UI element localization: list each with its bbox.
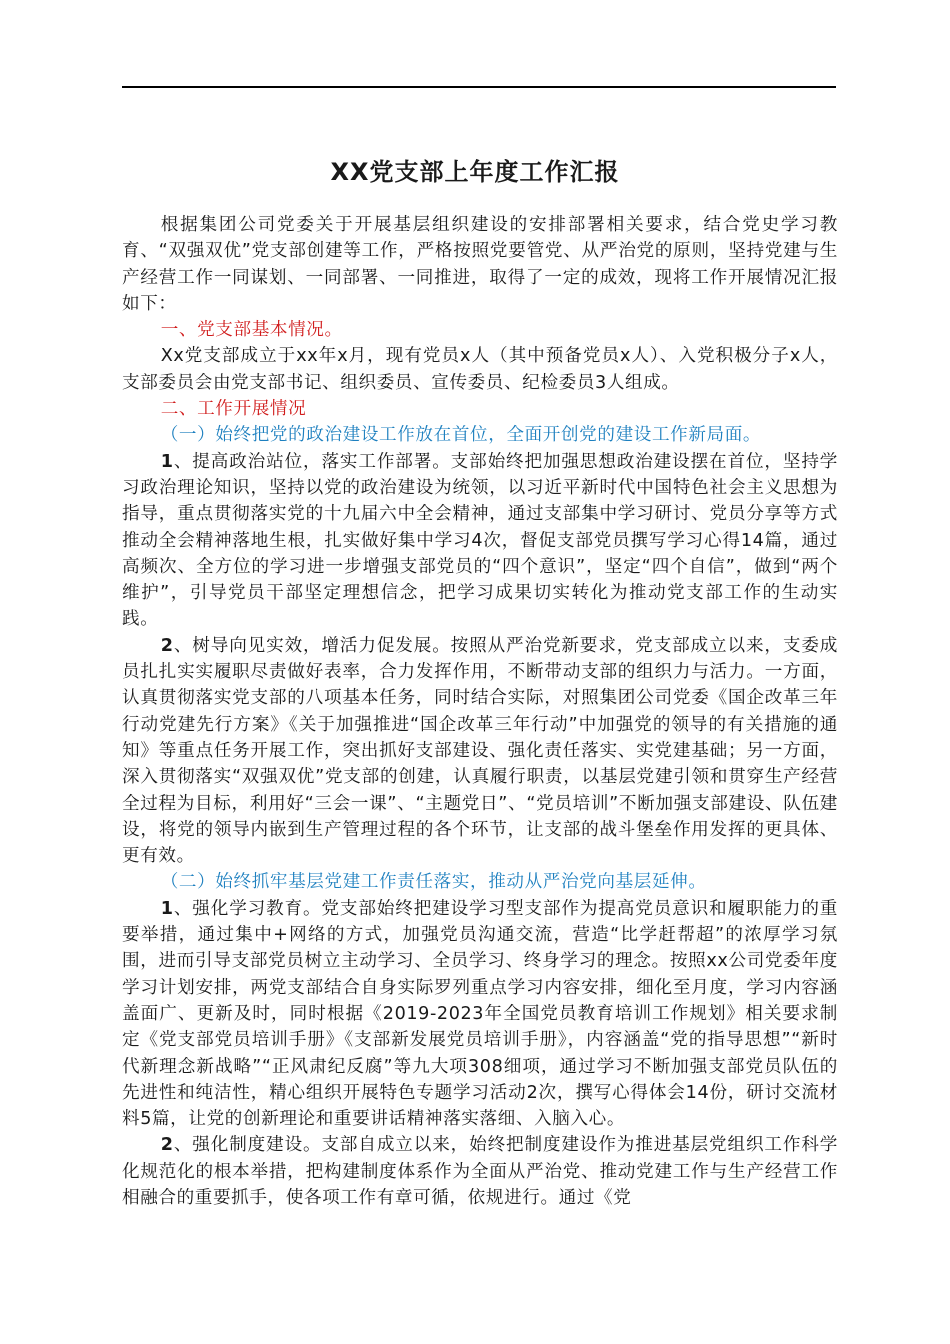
- paragraph-text: 、强化学习教育。党支部始终把建设学习型支部作为提高党员意识和履职能力的重要举措，通过集中+网络的方式，加强党员沟通交流，营造“比学赶帮超”的浓厚学习氛围，进而引导支部党员树立主动学习、全员学习、终身学习的理念。按照xx公司党委年度学习计划安排，两党支部结合自身实际罗列重点学习内容安排，细化至月度，学习内容涵盖面广、更新及时，同时根据《2019-2023年全国党员教育培训工作规划》相关要求制定《党支部党员培训手册》《支部新发展党员培训手册》，内容涵盖“党的指导思想”“新时代新理念新战略”“正风肃纪反腐”等九大项308细项，通过学习不断加强支部党员队伍的先进性和纯洁性，精心组织开展特色专题学习活动2次，撰写心得体会14份，研讨交流材料5篇，让党的创新理论和重要讲话精神落实落细、入脑入心。: [122, 898, 838, 1130]
- document-title: XX党支部上年度工作汇报: [330, 158, 620, 186]
- subsection-heading-political: （一）始终把党的政治建设工作放在首位，全面开创党的建设工作新局面。: [160, 425, 762, 446]
- basic-info-paragraph: Xx党支部成立于xx年x月，现有党员x人（其中预备党员x人）、入党积极分子x人，支部委员会由党支部书记、组织委员、宣传委员、纪检委员3人组成。: [122, 346, 838, 393]
- paragraph-number: 2: [160, 635, 174, 656]
- document-body: [122, 212, 838, 1211]
- section-heading-work: 二、工作开展情况: [160, 399, 307, 420]
- numbered-paragraph: [122, 633, 838, 870]
- paragraph-number: 2: [160, 1135, 174, 1156]
- paragraph-text: 、强化制度建设。支部自成立以来，始终把制度建设作为推进基层党组织工作科学化规范化的根本举措，把构建制度体系作为全面从严治党、推动党建工作与生产经营工作相融合的重要抓手，使各项工作有章可循，依规进行。通过《党: [122, 1135, 838, 1208]
- section-heading-basic-info: 一、党支部基本情况。: [160, 320, 343, 341]
- intro-paragraph: 根据集团公司党委关于开展基层组织建设的安排部署相关要求，结合党史学习教育、“双强双优”党支部创建等工作，严格按照党要管党、从严治党的原则，坚持党建与生产经营工作一同谋划、一同部署、一同推进，取得了一定的成效，现将工作开展情况汇报如下：: [122, 215, 838, 314]
- paragraph-number: 1: [160, 898, 174, 919]
- subsection-heading-responsibility: （二）始终抓牢基层党建工作责任落实，推动从严治党向基层延伸。: [160, 872, 707, 893]
- header-rule: [122, 86, 836, 88]
- paragraph-text: 、树导向见实效，增活力促发展。按照从严治党新要求，党支部成立以来，支委成员扎扎实实履职尽责做好表率，合力发挥作用，不断带动支部的组织力与活力。一方面，认真贯彻落实党支部的八项基本任务，同时结合实际，对照集团公司党委《国企改革三年行动党建先行方案》《关于加强推进“国企改革三年行动”中加强党的领导的有关措施的通知》等重点任务开展工作，突出抓好支部建设、强化责任落实、实党建基础；另一方面，深入贯彻落实“双强双优”党支部的创建，认真履行职责，以基层党建引领和贯穿生产经营全过程为目标，利用好“三会一课”、“主题党日”、“党员培训”不断加强支部建设、队伍建设，将党的领导内嵌到生产管理过程的各个环节，让支部的战斗堡垒作用发挥的更具体、更有效。: [122, 635, 838, 867]
- paragraph-number: 1: [160, 451, 174, 472]
- numbered-paragraph: [122, 896, 838, 1133]
- numbered-paragraph: [122, 1132, 838, 1211]
- numbered-paragraph: [122, 449, 838, 633]
- paragraph-text: 、提高政治站位，落实工作部署。支部始终把加强思想政治建设摆在首位，坚持学习政治理论知识，坚持以党的政治建设为统领，以习近平新时代中国特色社会主义思想为指导，重点贯彻落实党的十九届六中全会精神，通过支部集中学习研讨、党员分享等方式推动全会精神落地生根，扎实做好集中学习4次，督促支部党员撰写学习心得14篇，通过高频次、全方位的学习进一步增强支部党员的“四个意识”，坚定“四个自信”，做到“两个维护”，引导党员干部坚定理想信念，把学习成果切实转化为推动党支部工作的生动实践。: [122, 451, 838, 630]
